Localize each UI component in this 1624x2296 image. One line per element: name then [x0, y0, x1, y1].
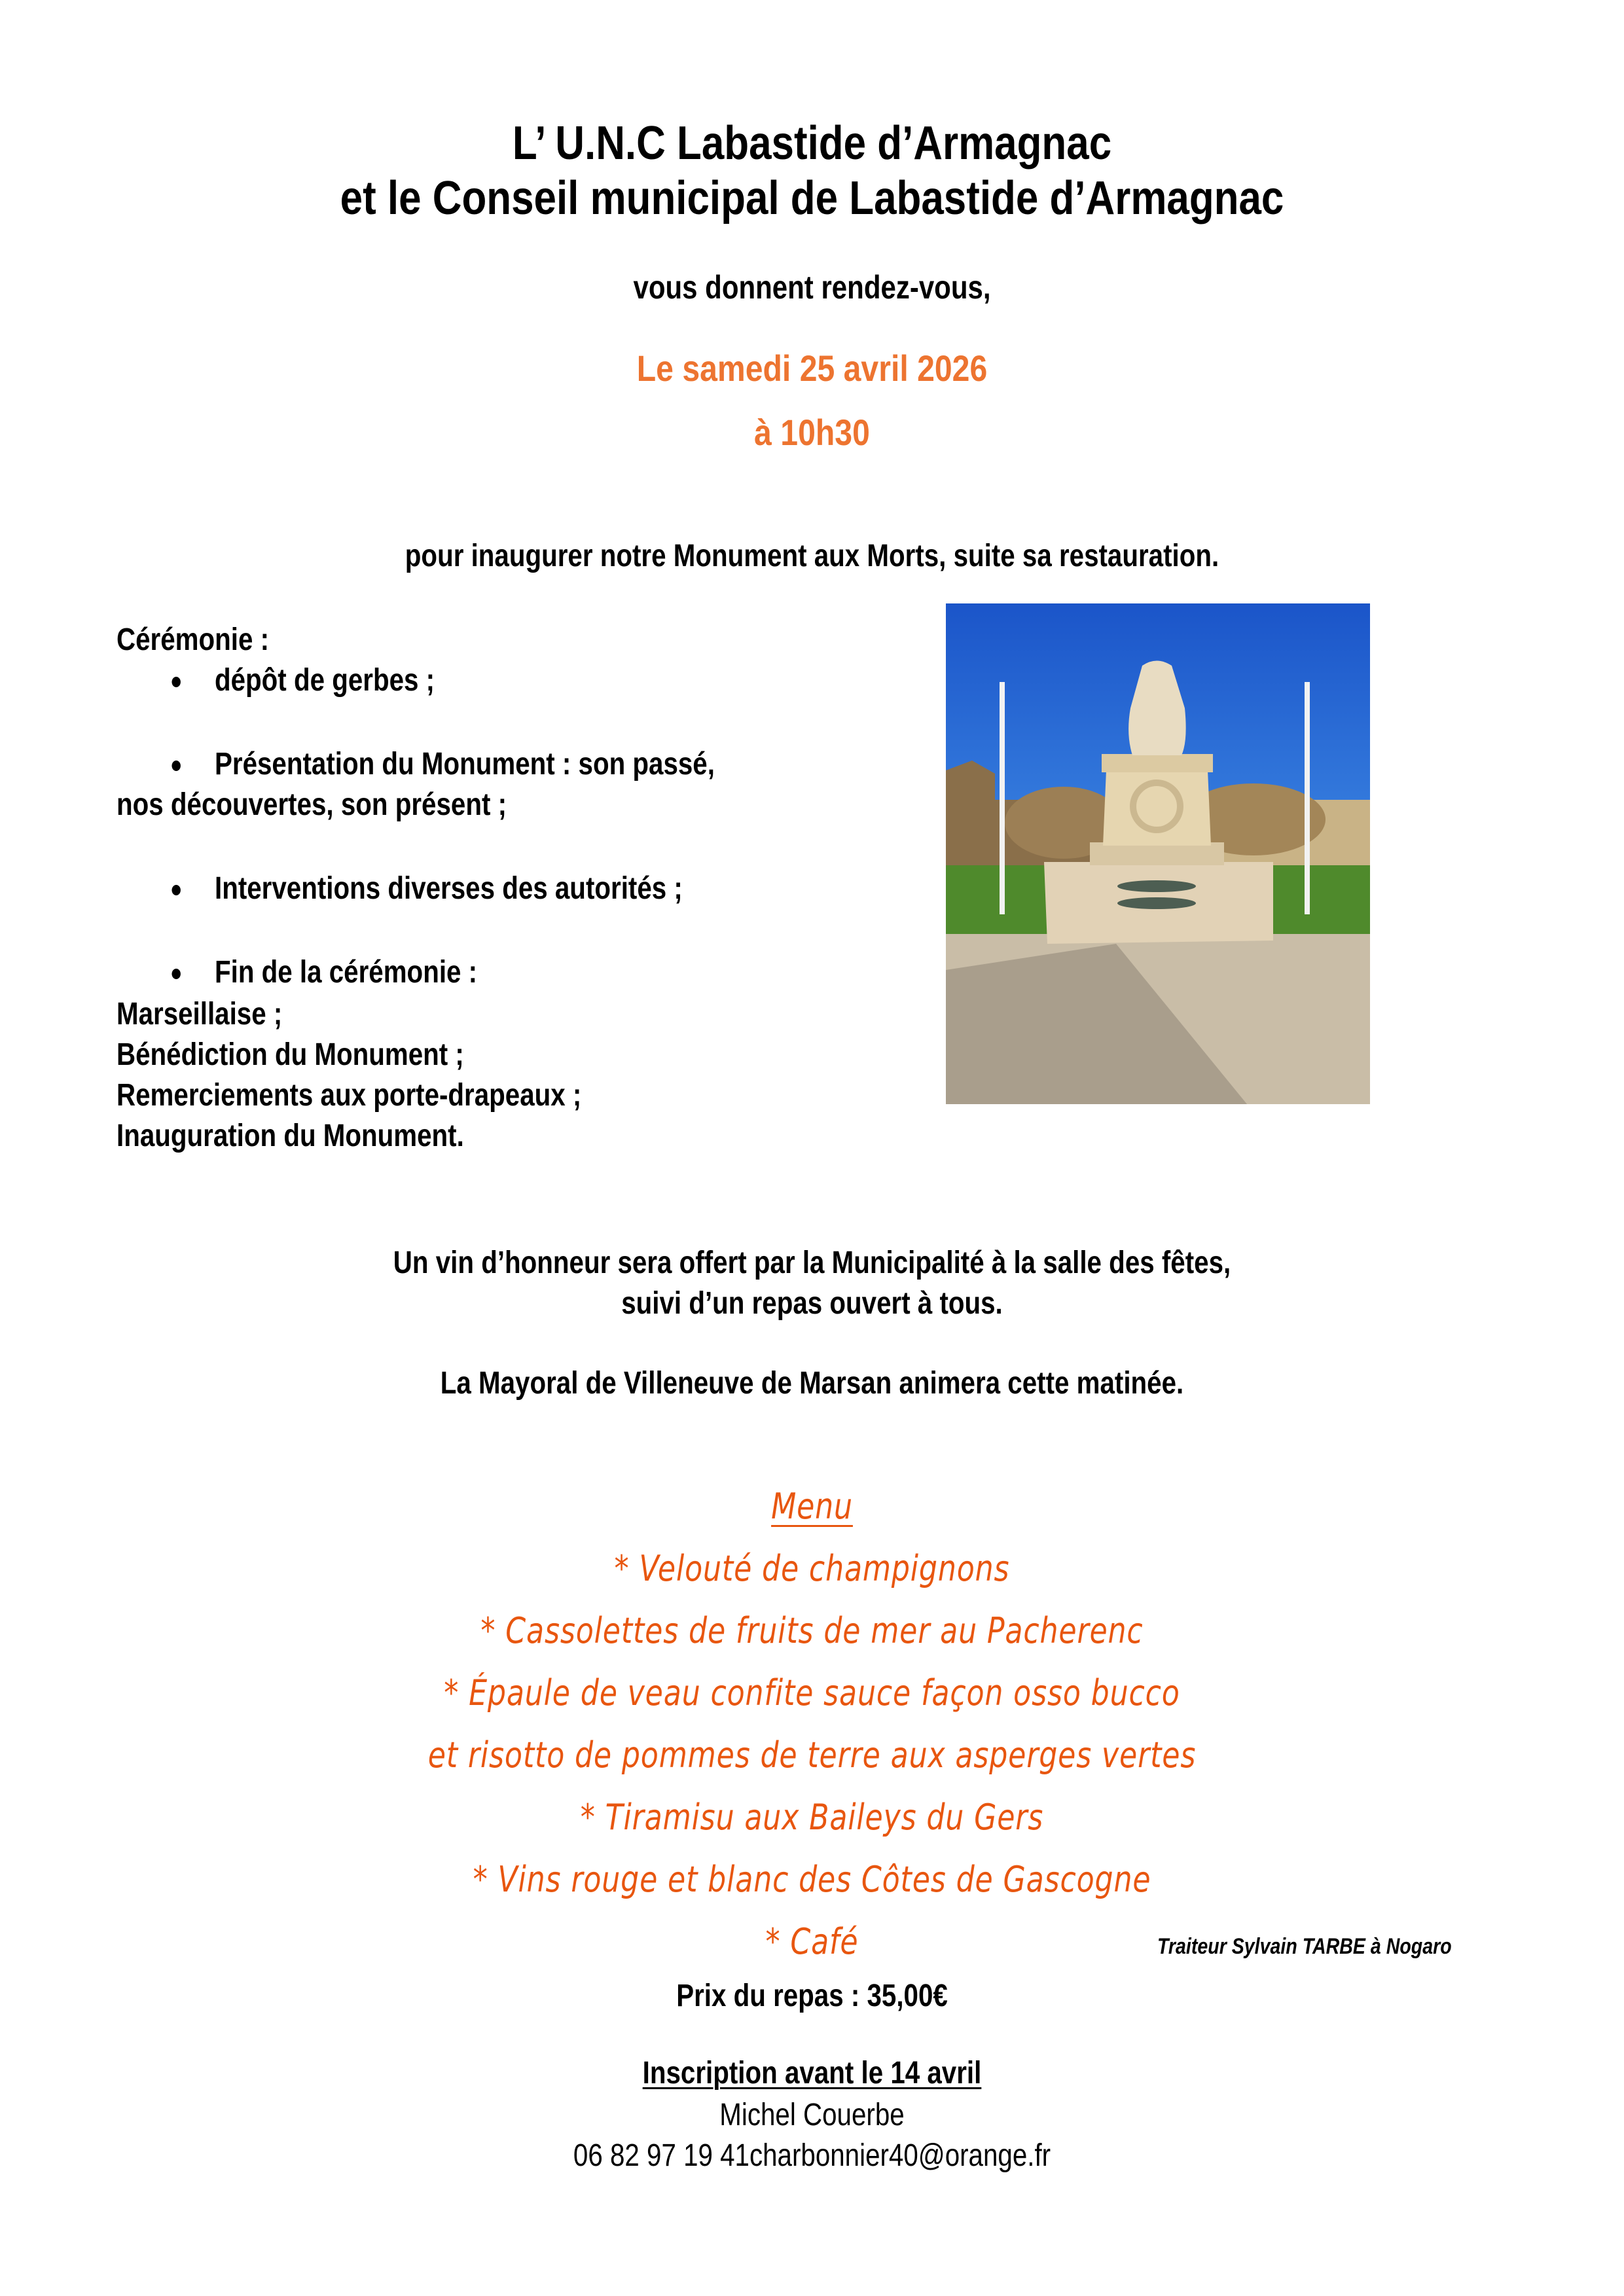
title-line-1: L’ U.N.C Labastide d’Armagnac	[512, 117, 1112, 170]
reception-line-2: suivi d’un repas ouvert à tous.	[621, 1286, 1003, 1321]
closing-line: Bénédiction du Monument ;	[117, 1037, 464, 1072]
closing-line: Marseillaise ;	[117, 997, 283, 1031]
meal-price: Prix du repas : 35,00€	[676, 1979, 948, 2013]
event-date: Le samedi 25 avril 2026	[636, 348, 988, 389]
menu-title-text: Menu	[771, 1486, 853, 1527]
menu-item: * Tiramisu aux Baileys du Gers	[580, 1797, 1044, 1838]
invite-text: vous donnent rendez-vous,	[633, 269, 991, 306]
closing-line: Inauguration du Monument.	[117, 1119, 464, 1153]
ceremony-item-continuation: nos découvertes, son présent ;	[117, 787, 507, 822]
contact-phone-email[interactable]: 06 82 97 19 41charbonnier40@orange.fr	[573, 2138, 1051, 2173]
menu-item: * Velouté de champignons	[614, 1548, 1010, 1589]
ceremony-item-label: Présentation du Monument : son passé,	[215, 747, 715, 781]
ceremony-heading: Cérémonie :	[117, 622, 270, 657]
bullet-icon	[171, 677, 180, 687]
menu-title	[146, 1486, 1477, 1527]
event-time: à 10h30	[754, 412, 870, 453]
registration-deadline-text: Inscription avant le 14 avril	[642, 2056, 982, 2090]
menu-item: * Vins rouge et blanc des Côtes de Gascogne	[473, 1859, 1151, 1900]
ceremony-item	[215, 662, 435, 698]
bullet-icon	[171, 969, 180, 979]
menu-item: * Café	[765, 1921, 859, 1962]
menu-item: * Épaule de veau confite sauce façon osso bucco	[444, 1672, 1180, 1713]
monument-illustration	[946, 603, 1370, 1104]
bullet-icon	[171, 885, 180, 895]
monument-photo	[946, 603, 1370, 1104]
contact-name: Michel Couerbe	[719, 2098, 905, 2132]
bullet-icon	[171, 761, 180, 771]
ceremony-item-label: Fin de la cérémonie :	[215, 955, 478, 990]
caterer-credit: Traiteur Sylvain TARBE à Nogaro	[1157, 1934, 1452, 1959]
menu-item: * Cassolettes de fruits de mer au Pacherenc	[480, 1610, 1144, 1651]
ceremony-item	[215, 746, 715, 782]
ceremony-item-label: Interventions diverses des autorités ;	[215, 871, 683, 906]
title-line-2: et le Conseil municipal de Labastide d’Armagnac	[340, 172, 1284, 224]
ceremony-item	[215, 870, 683, 906]
ceremony-item	[215, 954, 477, 990]
ceremony-item-label: dépôt de gerbes ;	[215, 663, 435, 698]
closing-line: Remerciements aux porte-drapeaux ;	[117, 1078, 582, 1113]
music-announcement: La Mayoral de Villeneuve de Marsan animera cette matinée.	[440, 1366, 1184, 1401]
registration-deadline	[130, 2055, 1494, 2091]
reception-line-1: Un vin d’honneur sera offert par la Municipalité à la salle des fêtes,	[393, 1246, 1231, 1280]
event-purpose: pour inaugurer notre Monument aux Morts, suite sa restauration.	[405, 539, 1219, 573]
menu-item: et risotto de pommes de terre aux asperges vertes	[427, 1734, 1197, 1776]
